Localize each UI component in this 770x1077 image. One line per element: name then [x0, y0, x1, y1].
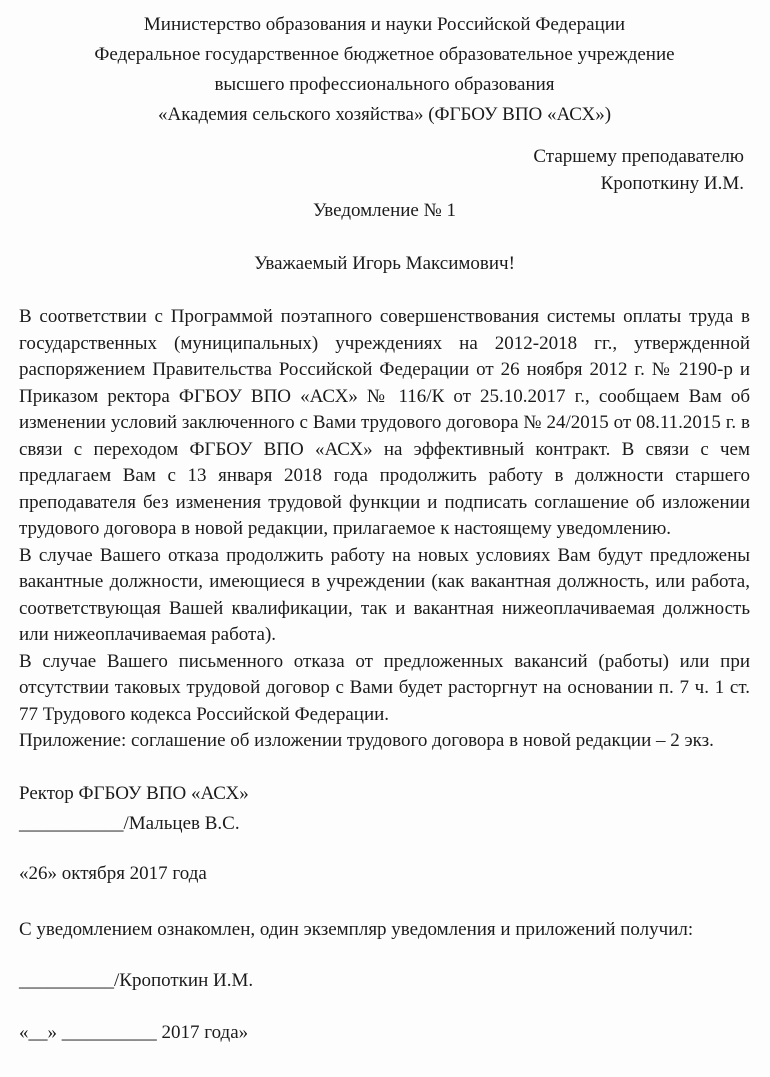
addressee-position: Старшему преподавателю: [533, 146, 744, 167]
body-paragraph-attachment: Приложение: соглашение об изложении трудового договора в новой редакции – 2 экз.: [19, 730, 714, 751]
letterhead: [19, 10, 750, 130]
acknowledgement-statement: С уведомлением ознакомлен, один экземпляр уведомления и приложений получил:: [19, 918, 694, 940]
letterhead-line-academy: «Академия сельского хозяйства» (ФГБОУ ВПО «АСХ»): [157, 104, 612, 125]
letterhead-line-institution: Федеральное государственное бюджетное образовательное учреждение: [94, 44, 675, 65]
rector-signature-line: ___________/Мальцев В.С.: [19, 812, 240, 834]
document-date: «26» октября 2017 года: [19, 862, 207, 884]
document-body: [19, 304, 750, 755]
employee-date-line: «__» __________ 2017 года»: [19, 1021, 249, 1043]
letterhead-line-education: высшего профессионального образования: [214, 74, 555, 95]
employee-signature-line: __________/Кропоткин И.М.: [19, 969, 254, 991]
addressee-block: [19, 143, 750, 197]
body-paragraph-termination: В случае Вашего письменного отказа от предложенных вакансий (работы) или при отсутствии таковых трудовой договор с Вами будет расторгнут на основании п. 7 ч. 1 ст. 77 Трудового кодекса Российской Федерации.: [19, 650, 750, 725]
rector-role: Ректор ФГБОУ ВПО «АСХ»: [19, 782, 249, 804]
body-paragraph-terms: В соответствии с Программой поэтапного совершенствования системы оплаты труда в государственных (муниципальных) учреждениях на 2012-2018 гг., утвержденной распоряжением Правительства Российской Федерации от 26 ноября 2012 г. № 2190-р и Приказом ректора ФГБОУ ВПО «АСХ» № 116/К от 25.10.2017 г., сообщаем Вам об изменении условий заключенного с Вами трудового договора № 24/2015 от 08.11.2015 г. в связи с переходом ФГБОУ ВПО «АСХ» на эффективный контракт. В связи с чем предлагаем Вам с 13 января 2018 года продолжить работу в должности старшего преподавателя без изменения трудовой функции и подписать соглашение об изложении трудового договора в новой редакции, прилагаемое к настоящему уведомлению.: [19, 306, 750, 539]
salutation: Уважаемый Игорь Максимович!: [254, 253, 515, 274]
letterhead-line-ministry: Министерство образования и науки Российской Федерации: [143, 14, 626, 35]
document-title: Уведомление № 1: [313, 200, 456, 221]
addressee-name: Кропоткину И.М.: [600, 173, 744, 194]
body-paragraph-refusal-vacancies: В случае Вашего отказа продолжить работу на новых условиях Вам будут предложены вакантные должности, имеющиеся в учреждении (как вакантная должность, или работа, соответствующая Вашей квалификации, так и вакантная нижеоплачиваемая должность или нижеоплачиваемая работа).: [19, 544, 750, 645]
rector-signature-block: [19, 779, 750, 839]
